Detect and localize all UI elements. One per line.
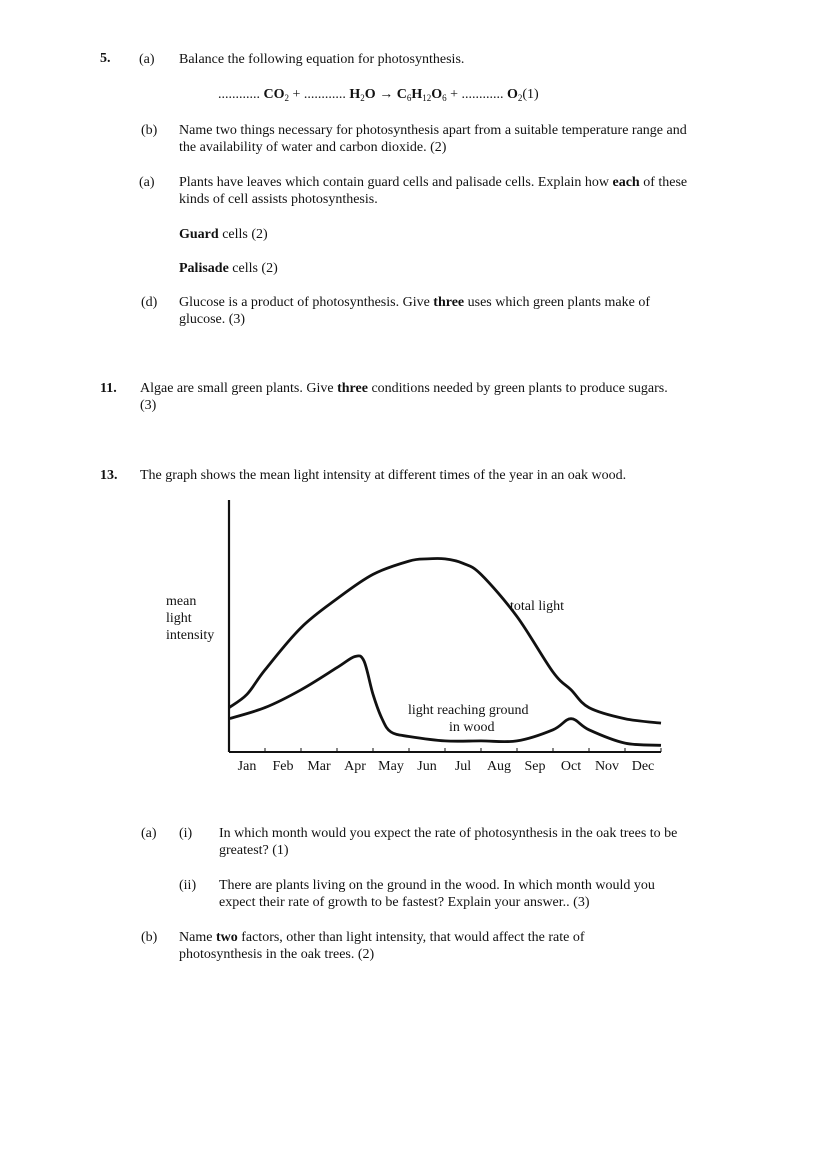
- formula-glucose-o: O: [431, 87, 443, 102]
- text-segment: uses which green plants make of glucose. (3): [179, 295, 650, 327]
- question-text: Name two things necessary for photosynthesis apart from a suitable temperature range and the availability of water and carbon dioxide. (2): [179, 123, 687, 155]
- answer-blank: ............: [303, 87, 346, 102]
- answer-blank: ............: [218, 87, 260, 102]
- question-number: 11.: [100, 381, 117, 396]
- emphasis: Guard: [179, 227, 219, 242]
- total-light-line: [229, 558, 661, 723]
- x-tick-label: Feb: [272, 759, 294, 774]
- x-tick-label: Aug: [486, 759, 512, 774]
- text-segment: conditions needed by green plants to produce sugars. (3): [140, 381, 668, 413]
- text-segment: factors, other than light intensity, that would affect the rate of photosynthesis in the oak trees. (2): [179, 930, 585, 962]
- subscript: 2: [284, 93, 289, 103]
- ground-light-line: [229, 656, 661, 746]
- x-tick-label: Jul: [454, 759, 472, 774]
- subscript: 6: [406, 93, 412, 103]
- subscript: 2: [360, 93, 365, 103]
- answer-blank: ............: [461, 87, 504, 102]
- question-number: 5.: [100, 51, 111, 66]
- x-tick-label: May: [378, 759, 404, 774]
- emphasis: each: [612, 175, 640, 190]
- x-tick-label: Jun: [417, 759, 437, 774]
- emphasis: three: [433, 295, 465, 310]
- ground-light-label: light reaching ground: [408, 703, 529, 718]
- plus-sign: +: [292, 87, 301, 102]
- text-segment: Algae are small green plants. Give: [140, 381, 334, 396]
- y-axis-label: intensity: [166, 628, 215, 643]
- formula-glucose-h: H: [411, 87, 423, 102]
- total-light-label: total light: [510, 599, 565, 614]
- part-label: (a): [139, 52, 155, 67]
- text-segment: cells (2): [232, 261, 278, 276]
- marks: (1): [522, 87, 539, 102]
- formula-h2o: H: [349, 87, 361, 102]
- x-tick-label: Mar: [307, 759, 331, 774]
- question-text: Balance the following equation for photosynthesis.: [179, 52, 465, 67]
- plus-sign: +: [450, 87, 458, 102]
- y-axis-label: light: [166, 611, 192, 626]
- emphasis: Palisade: [179, 261, 229, 276]
- question-number: 13.: [100, 468, 118, 483]
- text-segment: Name: [179, 930, 213, 945]
- emphasis: three: [337, 381, 368, 396]
- text-segment: Glucose is a product of photosynthesis. Give: [179, 295, 430, 310]
- part-label: (a): [141, 826, 157, 841]
- question-text: In which month would you expect the rate of photosynthesis in the oak trees to be greatest? (1): [219, 826, 678, 858]
- emphasis: two: [215, 930, 238, 945]
- formula-glucose: C: [396, 87, 407, 102]
- question-text: [179, 929, 644, 963]
- part-label: (d): [141, 295, 158, 310]
- x-tick-label: Oct: [560, 759, 582, 774]
- x-tick-label: Sep: [524, 759, 546, 774]
- x-tick-label: Jan: [237, 759, 257, 774]
- part-label: (b): [141, 123, 158, 138]
- subscript: 12: [422, 93, 432, 103]
- formula-o2: O: [507, 87, 518, 102]
- formula-co2: CO: [263, 87, 285, 102]
- text-segment: cells (2): [222, 227, 268, 242]
- reaction-arrow: →: [379, 87, 394, 102]
- subpart-label: (ii): [179, 878, 197, 893]
- question-text: The graph shows the mean light intensity at different times of the year in an oak wood.: [140, 468, 627, 483]
- ground-light-label-2: in wood: [449, 720, 495, 735]
- x-tick-label: Nov: [594, 759, 620, 774]
- question-text: There are plants living on the ground in the wood. In which month would you expect their rate of growth to be fastest? Explain your answer.. (3): [219, 878, 655, 910]
- formula-h2o-o: O: [364, 87, 376, 102]
- x-tick-label: Apr: [344, 759, 366, 774]
- x-tick-label: Dec: [631, 759, 655, 774]
- part-label: (a): [139, 175, 155, 190]
- subpart-label: (i): [179, 826, 193, 841]
- subscript: 2: [517, 93, 523, 103]
- y-axis-label: mean: [166, 594, 197, 609]
- text-segment: of these kinds of cell assists photosynthesis.: [179, 175, 688, 207]
- subscript: 6: [442, 93, 447, 103]
- part-label: (b): [141, 930, 158, 945]
- text-segment: Plants have leaves which contain guard cells and palisade cells. Explain how: [179, 175, 609, 190]
